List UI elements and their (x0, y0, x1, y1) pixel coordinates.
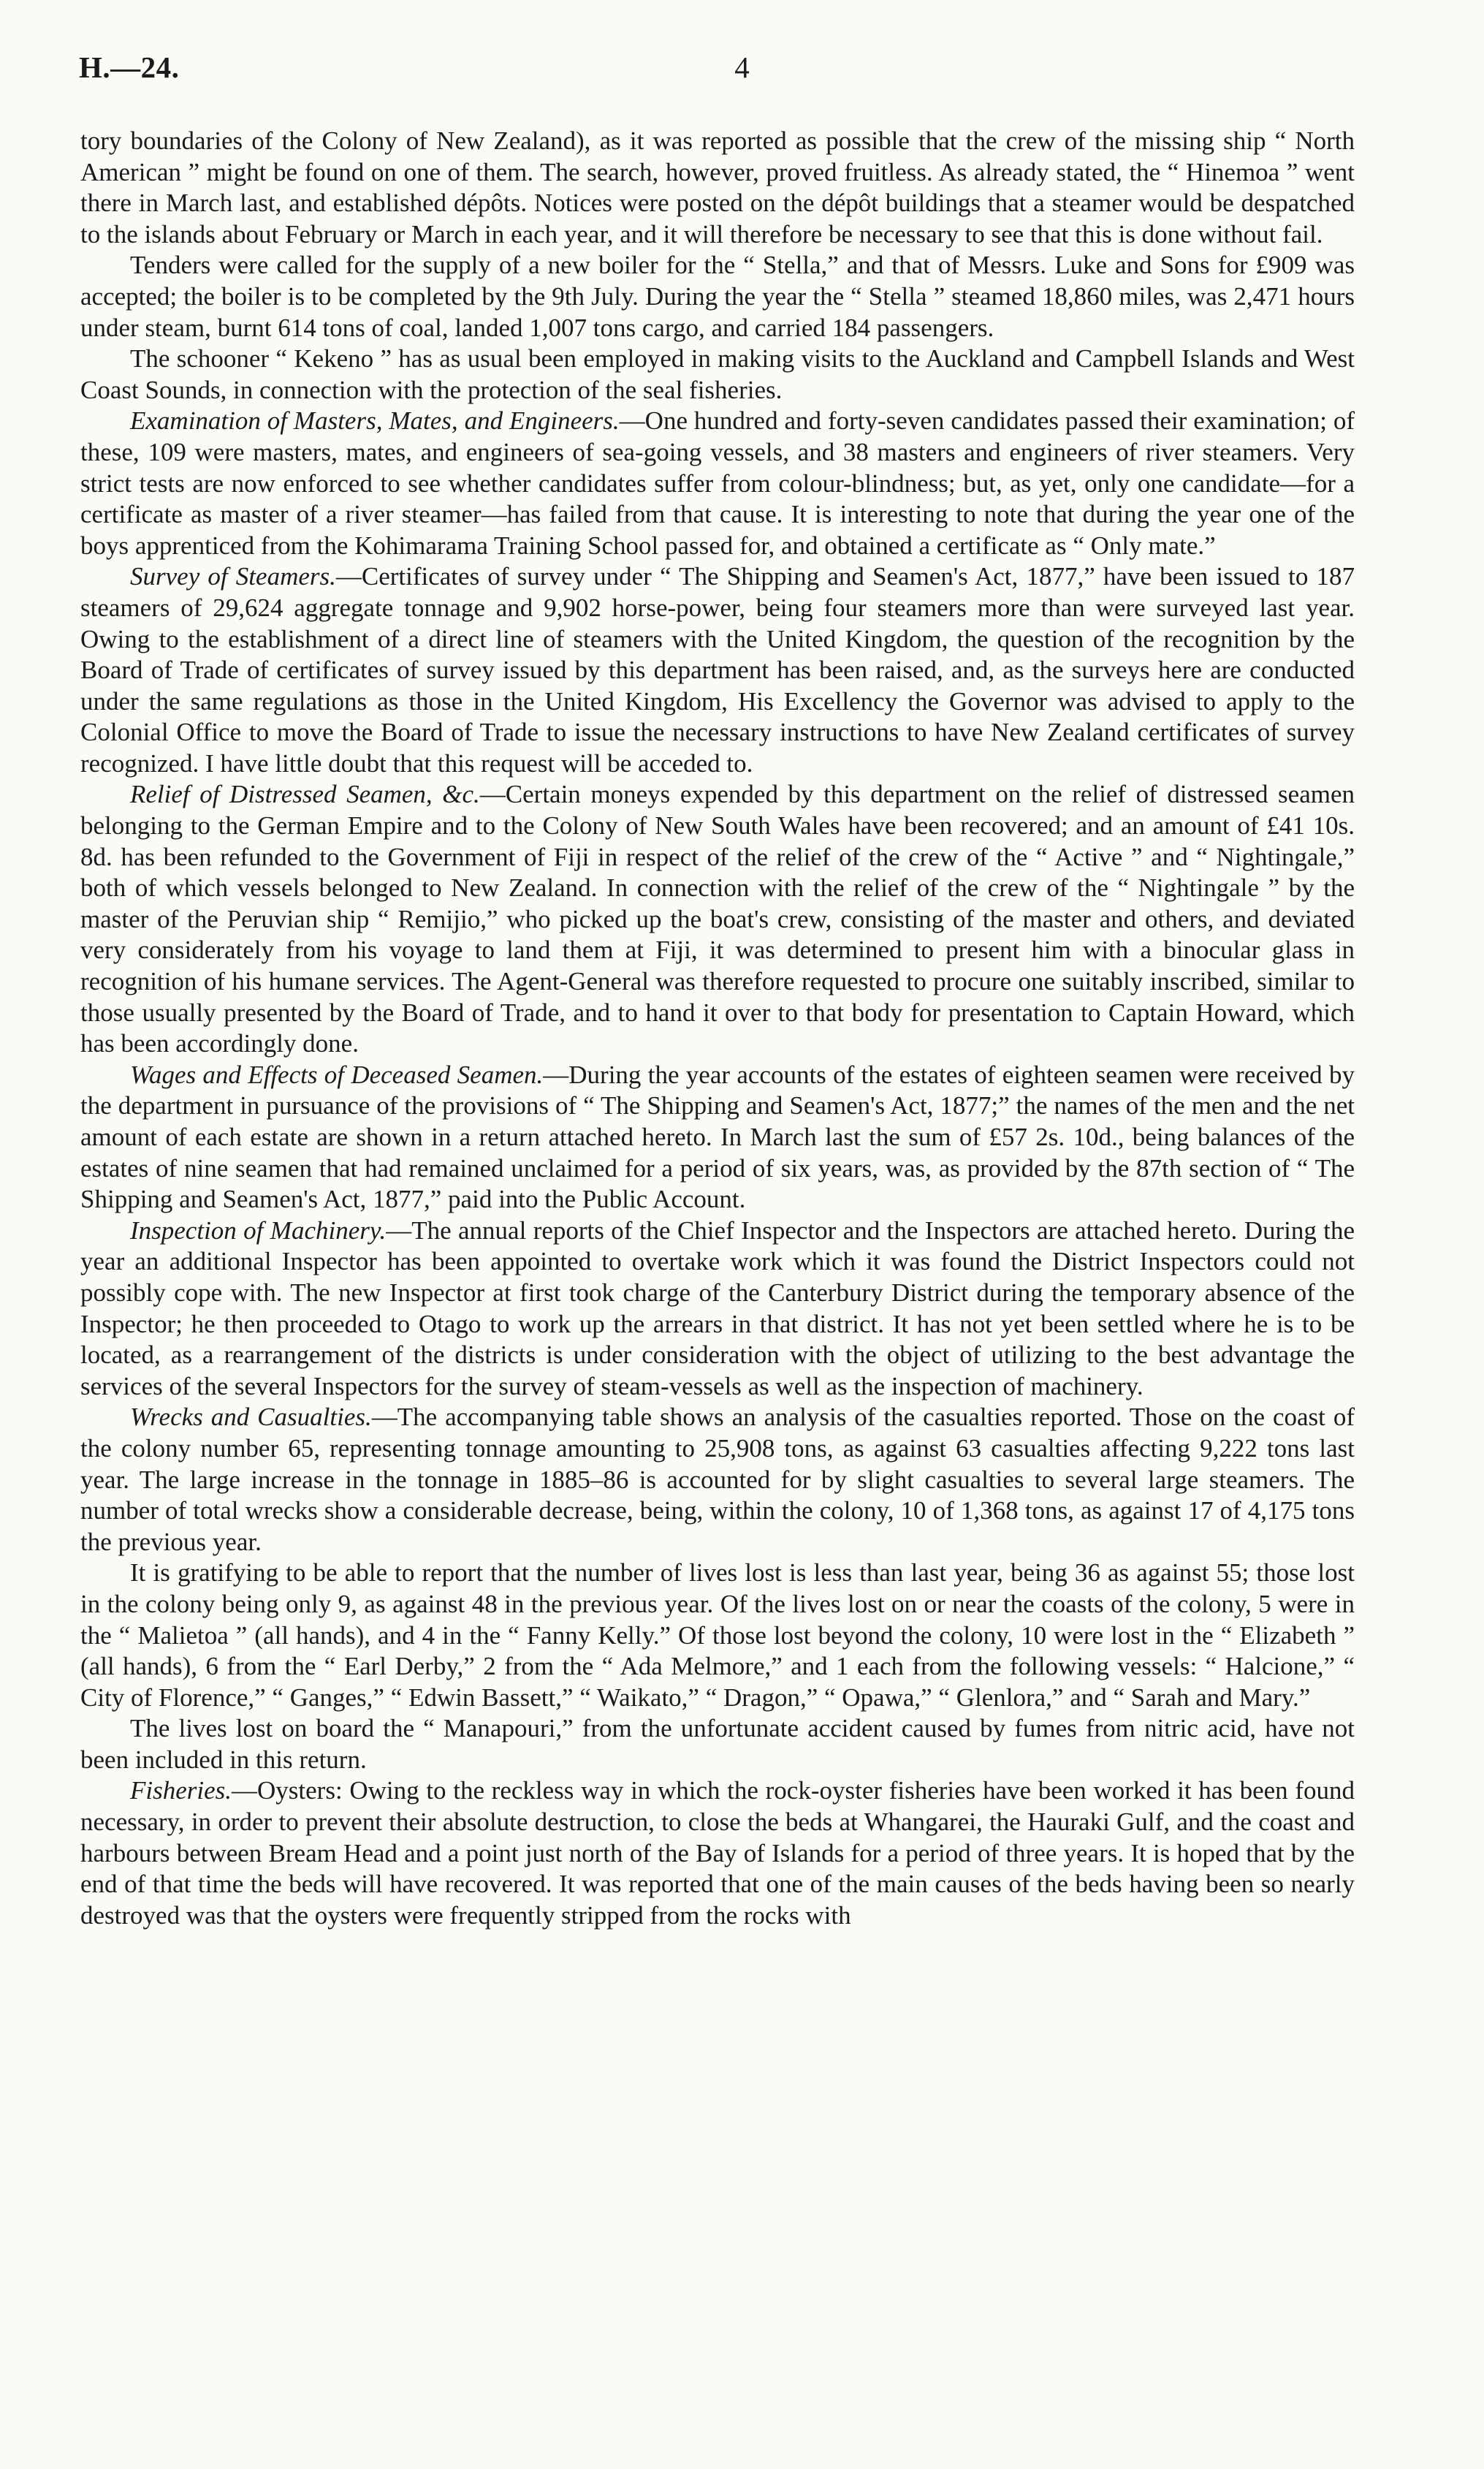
paragraph-inspection-of-machinery (80, 1215, 1355, 1403)
section-heading: Inspection of Machinery. (130, 1215, 387, 1245)
page-number: 4 (734, 50, 750, 84)
paragraph-manapouri (80, 1713, 1355, 1775)
paragraph-text: —The annual reports of the Chief Inspector and the Inspectors are attached hereto. During the year an additional Inspector has been appointed to overtake work which it was found the District Inspectors could not possibly cope with. The new Inspector at first took charge of the Canterbury District during the temporary absence of the Inspector; he then proceeded to Otago to work up the arrears in that district. It has not yet been settled where he is to be located, as a rearrangement of the districts is under consideration with the object of utilizing to the best advantage the services of the several Inspectors for the survey of steam-vessels as well as the inspection of machinery. (80, 1215, 1355, 1400)
paragraph-wages-and-effects (80, 1060, 1355, 1215)
paragraph-kekeno (80, 344, 1355, 406)
paragraph-lives-lost (80, 1558, 1355, 1713)
document-reference: H.—24. (79, 50, 180, 84)
paragraph-text: It is gratifying to be able to report that the number of lives lost is less than last year, being 36 as against 55; those lost in the colony being only 9, as against 48 in the previous year. Of the lives lost on or near the coasts of the colony, 5 were in the “ Malietoa ” (all hands), and 4 in the “ Fanny Kelly.” Of those lost beyond the colony, 10 were lost in the “ Elizabeth ” (all hands), 6 from the “ Earl Derby,” 2 from the “ Ada Melmore,” and 1 each from the following vessels: “ Halcione,” “ City of Florence,” “ Ganges,” “ Edwin Bassett,” “ Waikato,” “ Dragon,” “ Opawa,” “ Glenlora,” and “ Sarah and Mary.” (80, 1558, 1355, 1712)
paragraph-text: tory boundaries of the Colony of New Zealand), as it was reported as possible that the crew of the missing ship “ North American ” might be found on one of them. The search, however, proved fruitless. As already stated, the “ Hinemoa ” went there in March last, and established dépôts. Notices were posted on the dépôt buildings that a steamer would be despatched to the islands about February or March in each year, and it will therefore be necessary to see that this is done without fail. (80, 126, 1355, 249)
paragraph-survey-of-steamers (80, 561, 1355, 779)
body-text (80, 126, 1355, 1931)
section-heading: Wrecks and Casualties. (130, 1403, 372, 1432)
paragraph-examination (80, 406, 1355, 561)
section-heading: Survey of Steamers. (130, 562, 336, 591)
paragraph-text: The lives lost on board the “ Manapouri,” from the unfortunate accident caused by fumes from nitric acid, have not been included in this return. (80, 1714, 1355, 1774)
paragraph-text: —During the year accounts of the estates of eighteen seamen were received by the department in pursuance of the provisions of “ The Shipping and Seamen's Act, 1877;” the names of the men and the net amount of each estate are shown in a return attached hereto. In March last the sum of £57 2s. 10d., being balances of the estates of nine seamen that had remained unclaimed for a period of six years, was, as provided by the 87th section of “ The Shipping and Seamen's Act, 1877,” paid into the Public Account. (80, 1060, 1355, 1214)
page-header (79, 50, 1405, 94)
section-heading: Fisheries. (130, 1776, 232, 1805)
paragraph-text: Tenders were called for the supply of a new boiler for the “ Stella,” and that of Messrs. Luke and Sons for £909 was accepted; the boiler is to be completed by the 9th July. During the year the “ Stella ” steamed 18,860 miles, was 2,471 hours under steam, burnt 614 tons of coal, landed 1,007 tons cargo, and carried 184 passengers. (80, 251, 1355, 342)
section-heading: Examination of Masters, Mates, and Engineers. (130, 406, 620, 436)
paragraph-stella-boiler (80, 250, 1355, 344)
paragraph-text: —One hundred and forty-seven candidates passed their examination; of these, 109 were masters, mates, and engineers of sea-going vessels, and 38 masters and engineers of river steamers. Very strict tests are now enforced to see whether candidates suffer from colour-blindness; but, as yet, only one candidate—for a certificate as master of a river steamer—has failed from that cause. It is interesting to note that during the year one of the boys apprenticed from the Kohimarama Training School passed for, and obtained a certificate as “ Only mate.” (80, 406, 1355, 560)
paragraph-continued-islands (80, 126, 1355, 250)
paragraph-relief-of-seamen (80, 779, 1355, 1059)
paragraph-text: —Certificates of survey under “ The Shipping and Seamen's Act, 1877,” have been issued to 187 steamers of 29,624 aggregate tonnage and 9,902 horse-power, being four steamers more than were surveyed last year. Owing to the establishment of a direct line of steamers with the United Kingdom, the question of the recognition by the Board of Trade of certificates of survey issued by this department has been raised, and, as the surveys here are conducted under the same regulations as those in the United Kingdom, His Excellency the Governor was advised to apply to the Colonial Office to move the Board of Trade to issue the necessary instructions to have New Zealand certificates of survey recognized. I have little doubt that this request will be acceded to. (80, 562, 1355, 778)
paragraph-text: —Certain moneys expended by this department on the relief of distressed seamen belonging to the German Empire and to the Colony of New South Wales have been recovered; and an amount of £41 10s. 8d. has been refunded to the Government of Fiji in respect of the relief of the crew of the “ Active ” and “ Nightingale,” both of which vessels belonged to New Zealand. In connection with the relief of the crew of the “ Nightingale ” by the master of the Peruvian ship “ Remijio,” who picked up the boat's crew, consisting of the master and others, and deviated very considerately from his voyage to land them at Fiji, it was determined to present him with a binocular glass in recognition of his humane services. The Agent-General was therefore requested to procure one suitably inscribed, similar to those usually presented by the Board of Trade, and to hand it over to that body for presentation to Captain Howard, which has been accordingly done. (80, 780, 1355, 1058)
paragraph-wrecks-and-casualties (80, 1402, 1355, 1558)
paragraph-text: The schooner “ Kekeno ” has as usual been employed in making visits to the Auckland and Campbell Islands and West Coast Sounds, in connection with the protection of the seal fisheries. (80, 344, 1355, 404)
paragraph-text: —The accompanying table shows an analysis of the casualties reported. Those on the coast of the colony number 65, representing tonnage amounting to 25,908 tons, as against 63 casualties affecting 9,222 tons last year. The large increase in the tonnage in 1885–86 is accounted for by slight casualties to several large steamers. The number of total wrecks show a considerable decrease, being, within the colony, 10 of 1,368 tons, as against 17 of 4,175 tons the previous year. (80, 1403, 1355, 1556)
section-heading: Relief of Distressed Seamen, &c. (130, 780, 480, 809)
paragraph-text: —Oysters: Owing to the reckless way in which the rock-oyster fisheries have been worked it has been found necessary, in order to prevent their absolute destruction, to close the beds at Whangarei, the Hauraki Gulf, and the coast and harbours between Bream Head and a point just north of the Bay of Islands for a period of three years. It is hoped that by the end of that time the beds will have recovered. It was reported that one of the main causes of the beds having been so nearly destroyed was that the oysters were frequently stripped from the rocks with (80, 1776, 1355, 1930)
paragraph-fisheries (80, 1775, 1355, 1931)
section-heading: Wages and Effects of Deceased Seamen. (130, 1060, 544, 1089)
